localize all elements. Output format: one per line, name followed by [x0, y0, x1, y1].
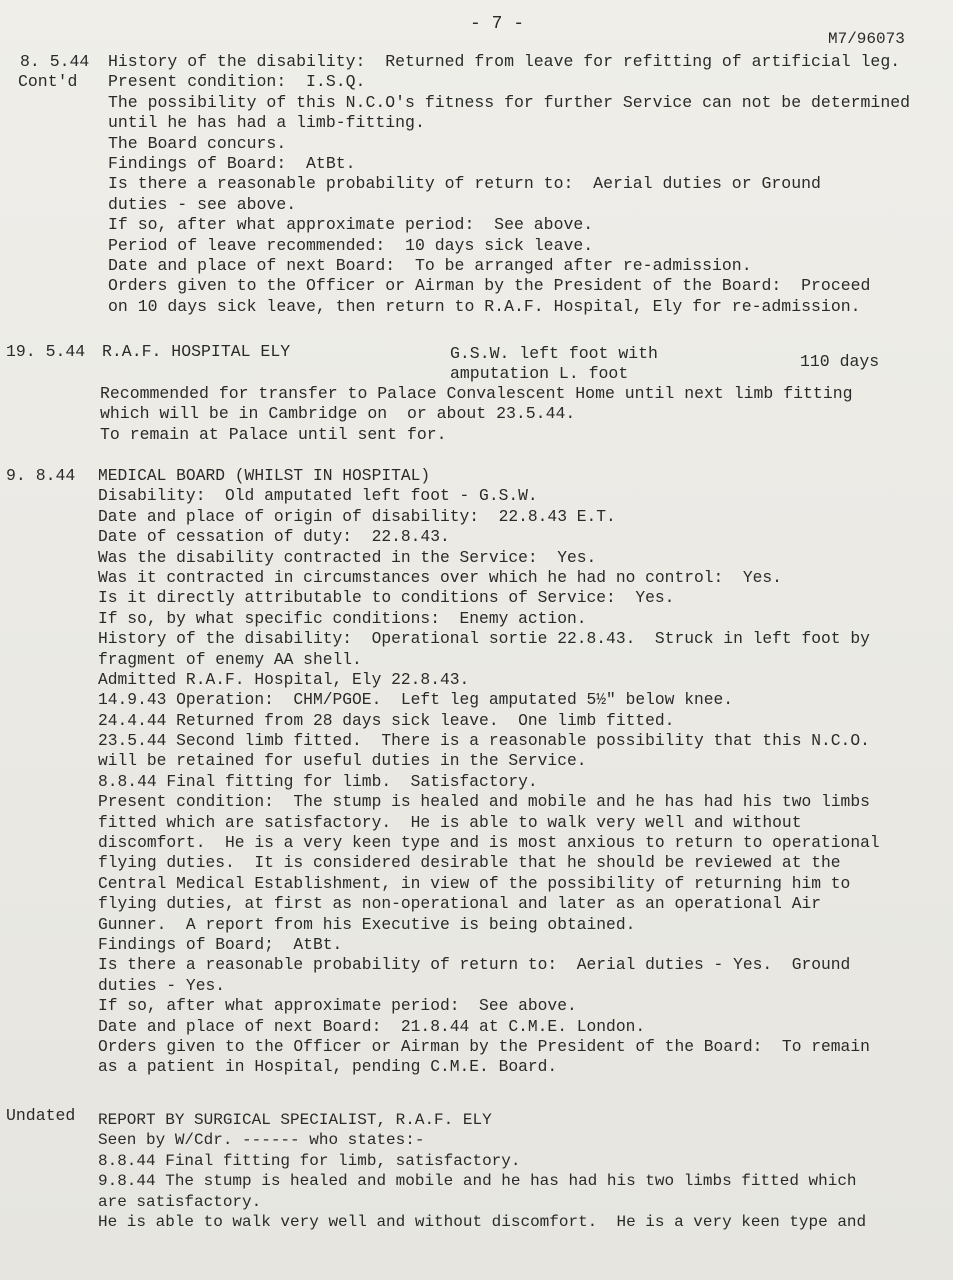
text-line: Is it directly attributable to conditions of Service: Yes. [98, 588, 675, 608]
text-line: Orders given to the Officer or Airman by the President of the Board: Proceed [108, 276, 871, 296]
entry-date: 9. 8.44 [6, 466, 76, 485]
text-line: The Board concurs. [108, 133, 287, 153]
file-reference: M7/96073 [828, 30, 905, 48]
text-line: Gunner. A report from his Executive is being obtained. [98, 914, 636, 934]
text-line: fragment of enemy AA shell. [98, 649, 362, 669]
duration: 110 days [800, 352, 880, 371]
text-line: 8.8.44 Final fitting for limb, satisfactory. [98, 1151, 521, 1170]
entry-body [98, 1110, 866, 1232]
text-line: Was it contracted in circumstances over which he had no control: Yes. [98, 567, 782, 587]
text-line: 14.9.43 Operation: CHM/PGOE. Left leg amputated 5½" below knee. [98, 690, 734, 710]
text-line: Recommended for transfer to Palace Convalescent Home until next limb fitting [100, 384, 853, 403]
text-line: duties - see above. [108, 194, 297, 214]
text-line: If so, after what approximate period: See above. [108, 215, 594, 235]
text-line: will be retained for useful duties in the Service. [98, 751, 587, 771]
text-line: Is there a reasonable probability of return to: Aerial duties or Ground [108, 174, 821, 194]
text-line: on 10 days sick leave, then return to R.A.F. Hospital, Ely for re-admission. [108, 296, 861, 316]
entry-date-note: Cont'd [18, 72, 78, 91]
text-line: Date and place of next Board: 21.8.44 at C.M.E. London. [98, 1016, 646, 1036]
text-line: The possibility of this N.C.O's fitness for further Service can not be determined [108, 92, 911, 112]
text-line: Was the disability contracted in the Service: Yes. [98, 547, 597, 567]
entry-body [98, 466, 880, 1078]
text-line: which will be in Cambridge on or about 23.5.44. [100, 404, 576, 424]
text-line: He is able to walk very well and without discomfort. He is a very keen type and [98, 1212, 867, 1231]
text-line: Disability: Old amputated left foot - G.S.W. [98, 486, 538, 506]
text-line: 24.4.44 Returned from 28 days sick leave. One limb fitted. [98, 710, 675, 730]
text-line: flying duties, at first as non-operational and later as an operational Air [98, 894, 822, 914]
text-line: Seen by W/Cdr. ------ who states:- [98, 1131, 425, 1150]
text-line: History of the disability: Returned from leave for refitting of artificial leg. [108, 52, 901, 71]
text-line: Findings of Board: AtBt. [108, 153, 356, 173]
text-line: Orders given to the Officer or Airman by the President of the Board: To remain [98, 1036, 870, 1056]
text-line: Present condition: The stump is healed and mobile and he has had his two limbs [98, 792, 870, 812]
text-line: Present condition: I.S.Q. [108, 72, 366, 92]
text-line: are satisfactory. [98, 1192, 262, 1211]
text-line: as a patient in Hospital, pending C.M.E. Board. [98, 1057, 558, 1077]
text-line: MEDICAL BOARD (WHILST IN HOSPITAL) [98, 466, 431, 485]
text-line: To remain at Palace until sent for. [100, 424, 447, 444]
text-line: Date and place of origin of disability: 22.8.43 E.T. [98, 506, 616, 526]
text-line: Date and place of next Board: To be arranged after re-admission. [108, 255, 752, 275]
text-line: History of the disability: Operational sortie 22.8.43. Struck in left foot by [98, 629, 870, 649]
text-line: duties - Yes. [98, 975, 226, 995]
text-line: flying duties. It is considered desirable that he should be reviewed at the [98, 853, 841, 873]
text-line: REPORT BY SURGICAL SPECIALIST, R.A.F. ELY [98, 1111, 492, 1129]
text-line: 9.8.44 The stump is healed and mobile and he has had his two limbs fitted which [98, 1172, 857, 1191]
text-line: until he has had a limb-fitting. [108, 113, 425, 133]
text-line: fitted which are satisfactory. He is able to walk very well and without [98, 812, 802, 832]
entry-date: Undated [6, 1106, 76, 1125]
text-line: Admitted R.A.F. Hospital, Ely 22.8.43. [98, 669, 470, 689]
entry-heading: R.A.F. HOSPITAL ELY [102, 342, 291, 361]
text-line: If so, after what approximate period: See above. [98, 996, 577, 1016]
text-line: Central Medical Establishment, in view of the possibility of returning him to [98, 873, 851, 893]
text-line: Findings of Board; AtBt. [98, 934, 343, 954]
diagnosis: G.S.W. left foot with amputation L. foot [450, 344, 658, 383]
text-line: Date of cessation of duty: 22.8.43. [98, 527, 450, 547]
text-line: 8.8.44 Final fitting for limb. Satisfactory. [98, 771, 538, 791]
entry-body [108, 52, 910, 317]
entry-date: 8. 5.44 [20, 52, 90, 71]
text-line: discomfort. He is a very keen type and is most anxious to return to operational [98, 833, 880, 853]
entry-date: 19. 5.44 [6, 342, 86, 361]
text-line: 23.5.44 Second limb fitted. There is a reasonable possibility that this N.C.O. [98, 731, 870, 751]
entry-body [100, 384, 853, 445]
text-line: If so, by what specific conditions: Enemy action. [98, 608, 587, 628]
text-line: Period of leave recommended: 10 days sick leave. [108, 235, 594, 255]
text-line: Is there a reasonable probability of return to: Aerial duties - Yes. Ground [98, 955, 851, 975]
page-number: - 7 - [470, 14, 525, 34]
